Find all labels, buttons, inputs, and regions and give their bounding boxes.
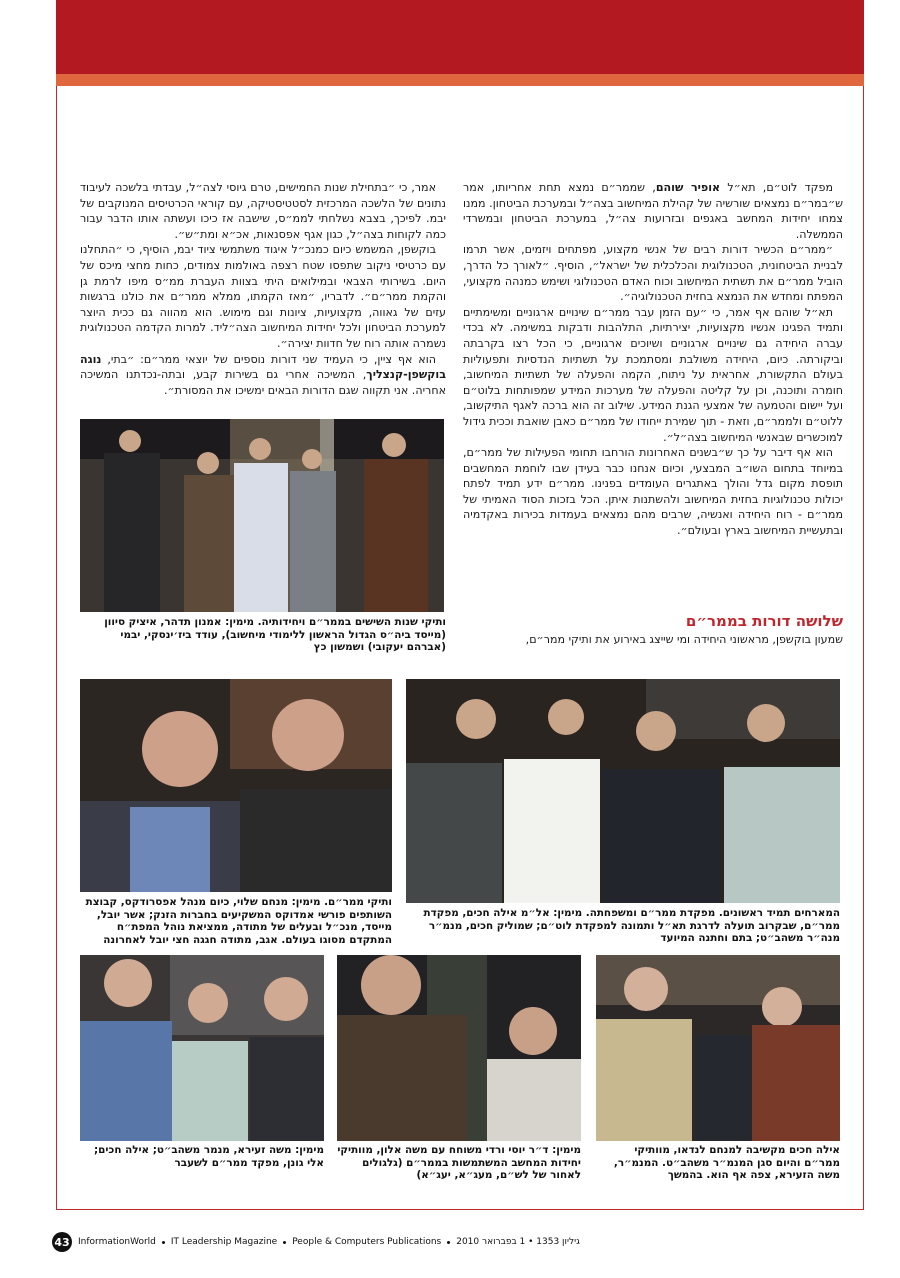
separator-dot [447,1241,450,1244]
publisher-name: People & Computers Publications [292,1237,442,1247]
photo-caption: ותיקי שנות השישים בממר״ם ויחידותיה. מימין: אמנון תדהר, איציק סיוון (מייסד ביה״ס הגדול הראשון ללימודי מיחשוב), עודד ביז׳ינסקי, יבמי (אברהם יעקובי) ושמשון כץ [104,616,446,654]
photo-bottom-right [596,955,840,1141]
photo-caption: מימין: ד״ר יוסי ורדי משוחח עם משה אלון, מוותיקי יחידות המחשב המשתמשות בממר״ם (גלגולים לאחור של לש״ם, מעג״א, יעג״א) [337,1144,581,1182]
photo-bottom-left [80,955,324,1141]
page-number: 43 [52,1232,72,1252]
photo-caption: מימין: משה זעירא, מנמר משהב״ט; אילה חכים; אלי גונן, מפקד ממר״ם לשעבר [93,1144,324,1169]
separator-dot [162,1241,165,1244]
paragraph: בוקשפן, המשמש כיום כמנכ״ל איגוד משתמשי ציוד יבמ, הוסיף, כי ״התחלנו עם כרטיסי ניקוב שתפסו שטח רצפה באולמות צמודים, כחות מחצי מיכס של היום. בשירותי הצבאי ובמילואים היתי בצוות העברת ממ״ס מיפו לרמת גן והקמת ממר״ם״. לדבריו, ״מאז הקמתו, ממלא ממר״ם את כולנו ברגשות עזים של גאווה, מקצועיות, ציונות וגם מימוש. הוא מהווה גם ככית היוצר למערכת הביטחון ולכל יחידות המיחשוב הצה״ליד. למרות הקדמה הטכנולוגית נשמרה אותה רוח של חדוות יצירה״. [80,243,446,350]
paragraph: מפקד לוט״ם, תא״ל אופיר שוהם, שממר״ם נמצא תחת אחריותו, אמר ש״במר״ם נמצאים שורשיה של קהילת המיחשוב בצה״ל ובמערכת הביטחון. ממנו צמחו יחידות המחשב באגפים ובזרועות צה״ל, במערכת הביטחון ובמשרדי הממשלה. [463,181,843,241]
header-orange-stripe [56,74,864,86]
publication-name: IT Leadership Magazine [170,1237,278,1247]
paragraph: אמר, כי ״בתחילת שנות החמישים, טרם גיוסי לצה״ל, עבדתי בלשכה לעיבוד נתונים של הלשכה המרכזית לסטטיסטיקה, עם קוראי הכרטיסים המנוקבים של יבמ. לפיכך, בצבא נשלחתי לממ״ס, שישבה אז כיכו ועשתה אותו הדבר עבור כמה לקוחות בצה״ל, כגון אגף אפסנאות, אכ״א ומת״ש״. [80,181,446,241]
section-heading: שלושה דורות בממר״ם [685,612,843,630]
photo-caption: ותיקי ממר״ם. מימין: מנחם שלוי, כיום מנהל אפסרודקס, קבוצת השותפים פורשי אמדוקס המשקיעים בחברות הזנק; אשר יובל, מייסד, מנכ״ל ובעלים של מתודה, ממציאת נוהל המפת״ח המתקדם מסוגו בעולם. אגב, מתודה חגגה חצי יובל לאחרונה [85,896,392,946]
publication-name: InformationWorld [78,1237,156,1247]
photo-caption: אילה חכים מקשיבה למנחם לנדאו, מוותיקי ממר״ם והיום סגן המנמ״ר משהב״ט. המנמ״ר, משה הזעירא, צפה אף הוא. בהמשך [613,1144,840,1182]
paragraph: הוא אף דיבר על כך ש״בשנים האחרונות הורחבו תחומי הפעילות של ממר״ם, במיוחד בתחום השו״ב המבצעי, וכיום אנחנו כבר בעידן שבו לוחמת המחשבים תופסת מקום גדל והולך באתגרים העומדים בפנינו. ממר״ם ידע תמיד לפתח יכולות טכנולוגיות בחזית המיחשוב ולהשתנות איתן. הכל בזכות הסוד האמיתי של ממר״ם - רוח היחידה ואנשיה, שרבים מהם נמצאים בעמדות בכירות באקדמיה ובתעשיית המיחשוב בארץ ובעולם״. [463,446,843,538]
photo-family [406,679,840,903]
header-red-band [56,0,864,74]
photo-veterans-sixties [80,419,444,612]
article-column-right [463,180,843,539]
photo-caption: המארחים תמיד ראשונים. מפקדת ממר״ם ומשפחתה. מימין: אל״מ אילה חכים, מפקדת ממר״ם, שבקרוב תועלה לדרגת תא״ל ותמונה למפקדת לוט״ם; שמוליק חכים, מנמ״ר מנה״ר משהב״ט; בתם וחתנה המיועד [423,907,840,945]
paragraph: הוא אף ציין, כי העמיד שני דורות נוספים של יוצאי ממר״ם: ״בתי, נוגה בוקשפן-קנצליך, המשיכה אחרי גם בשירות קבע, ובתה-נכדתנו המשיכה אחריה. אני תקווה שגם הדורות הבאים ימשיכו את המסורת״. [80,352,446,397]
person-name: נוגה בוקשפן-קנצליך [80,352,446,382]
page-footer [52,1232,580,1252]
photo-founders [80,679,392,892]
section-intro: שמעון בוקשפן, מראשוני היחידה ומי שייצג באירוע את ותיקי ממר״ם, [525,633,843,646]
issue-info: גיליון 1353 • 1 בפברואר 2010 [456,1237,580,1247]
paragraph: תא״ל שוהם אף אמר, כי ״עם הזמן עבר ממר״ם שינויים ארגוניים ומשימתיים ותמיד הפגינו אנשיו מקצועיות, יצירתיות, התלהבות ודבקות במשימה. לא בכדי עברה היחידה גם שינויים ארגוניים ושיוכים ארגוניים, כי הכל רצו בקרבתה וביקורתה. כיום, היחידה משולבת ומסתמכת על תשתיות הנדסיות ותפעוליות בעולם התקשורת, אחראית על ניתוח, הקמה והפעלה של תשתיות המיחשוב, חומרה ותוכנה, וכן על קליטה והפעלה של מערכות המידע שמפותחות בלוט״ם ועל יישום והטמעה של אמצעי הגנת המידע. שילוב זה הוא ברכה לאגף התיקשוב, ללוט״ם ולממר״ם, וזאת - תוך שמירת ייחודו של ממר״ם כאבן שואבת וככית גידול למוכשרים שבאנשי המיחשוב בצה״ל״. [463,305,843,444]
photo-bottom-middle [337,955,581,1141]
paragraph: ״ממר״ם הכשיר דורות רבים של אנשי מקצוע, מפתחים ויזמים, אשר תרמו לבניית הביטחונית, הטכנולוגית והכלכלית של ישראל״, הוסיף. ״לאורך כל הדרך, הוביל ממר״ם את תשתית המיחשוב וכוח האדם הטכנולוגי ושימש כמנהה מקצועי, המפתח ומחדש את הנמצא בחזית הטכנולוגיה״. [463,243,843,304]
separator-dot [283,1241,286,1244]
article-column-left [80,180,446,398]
person-name: אופיר שוהם [655,181,721,194]
